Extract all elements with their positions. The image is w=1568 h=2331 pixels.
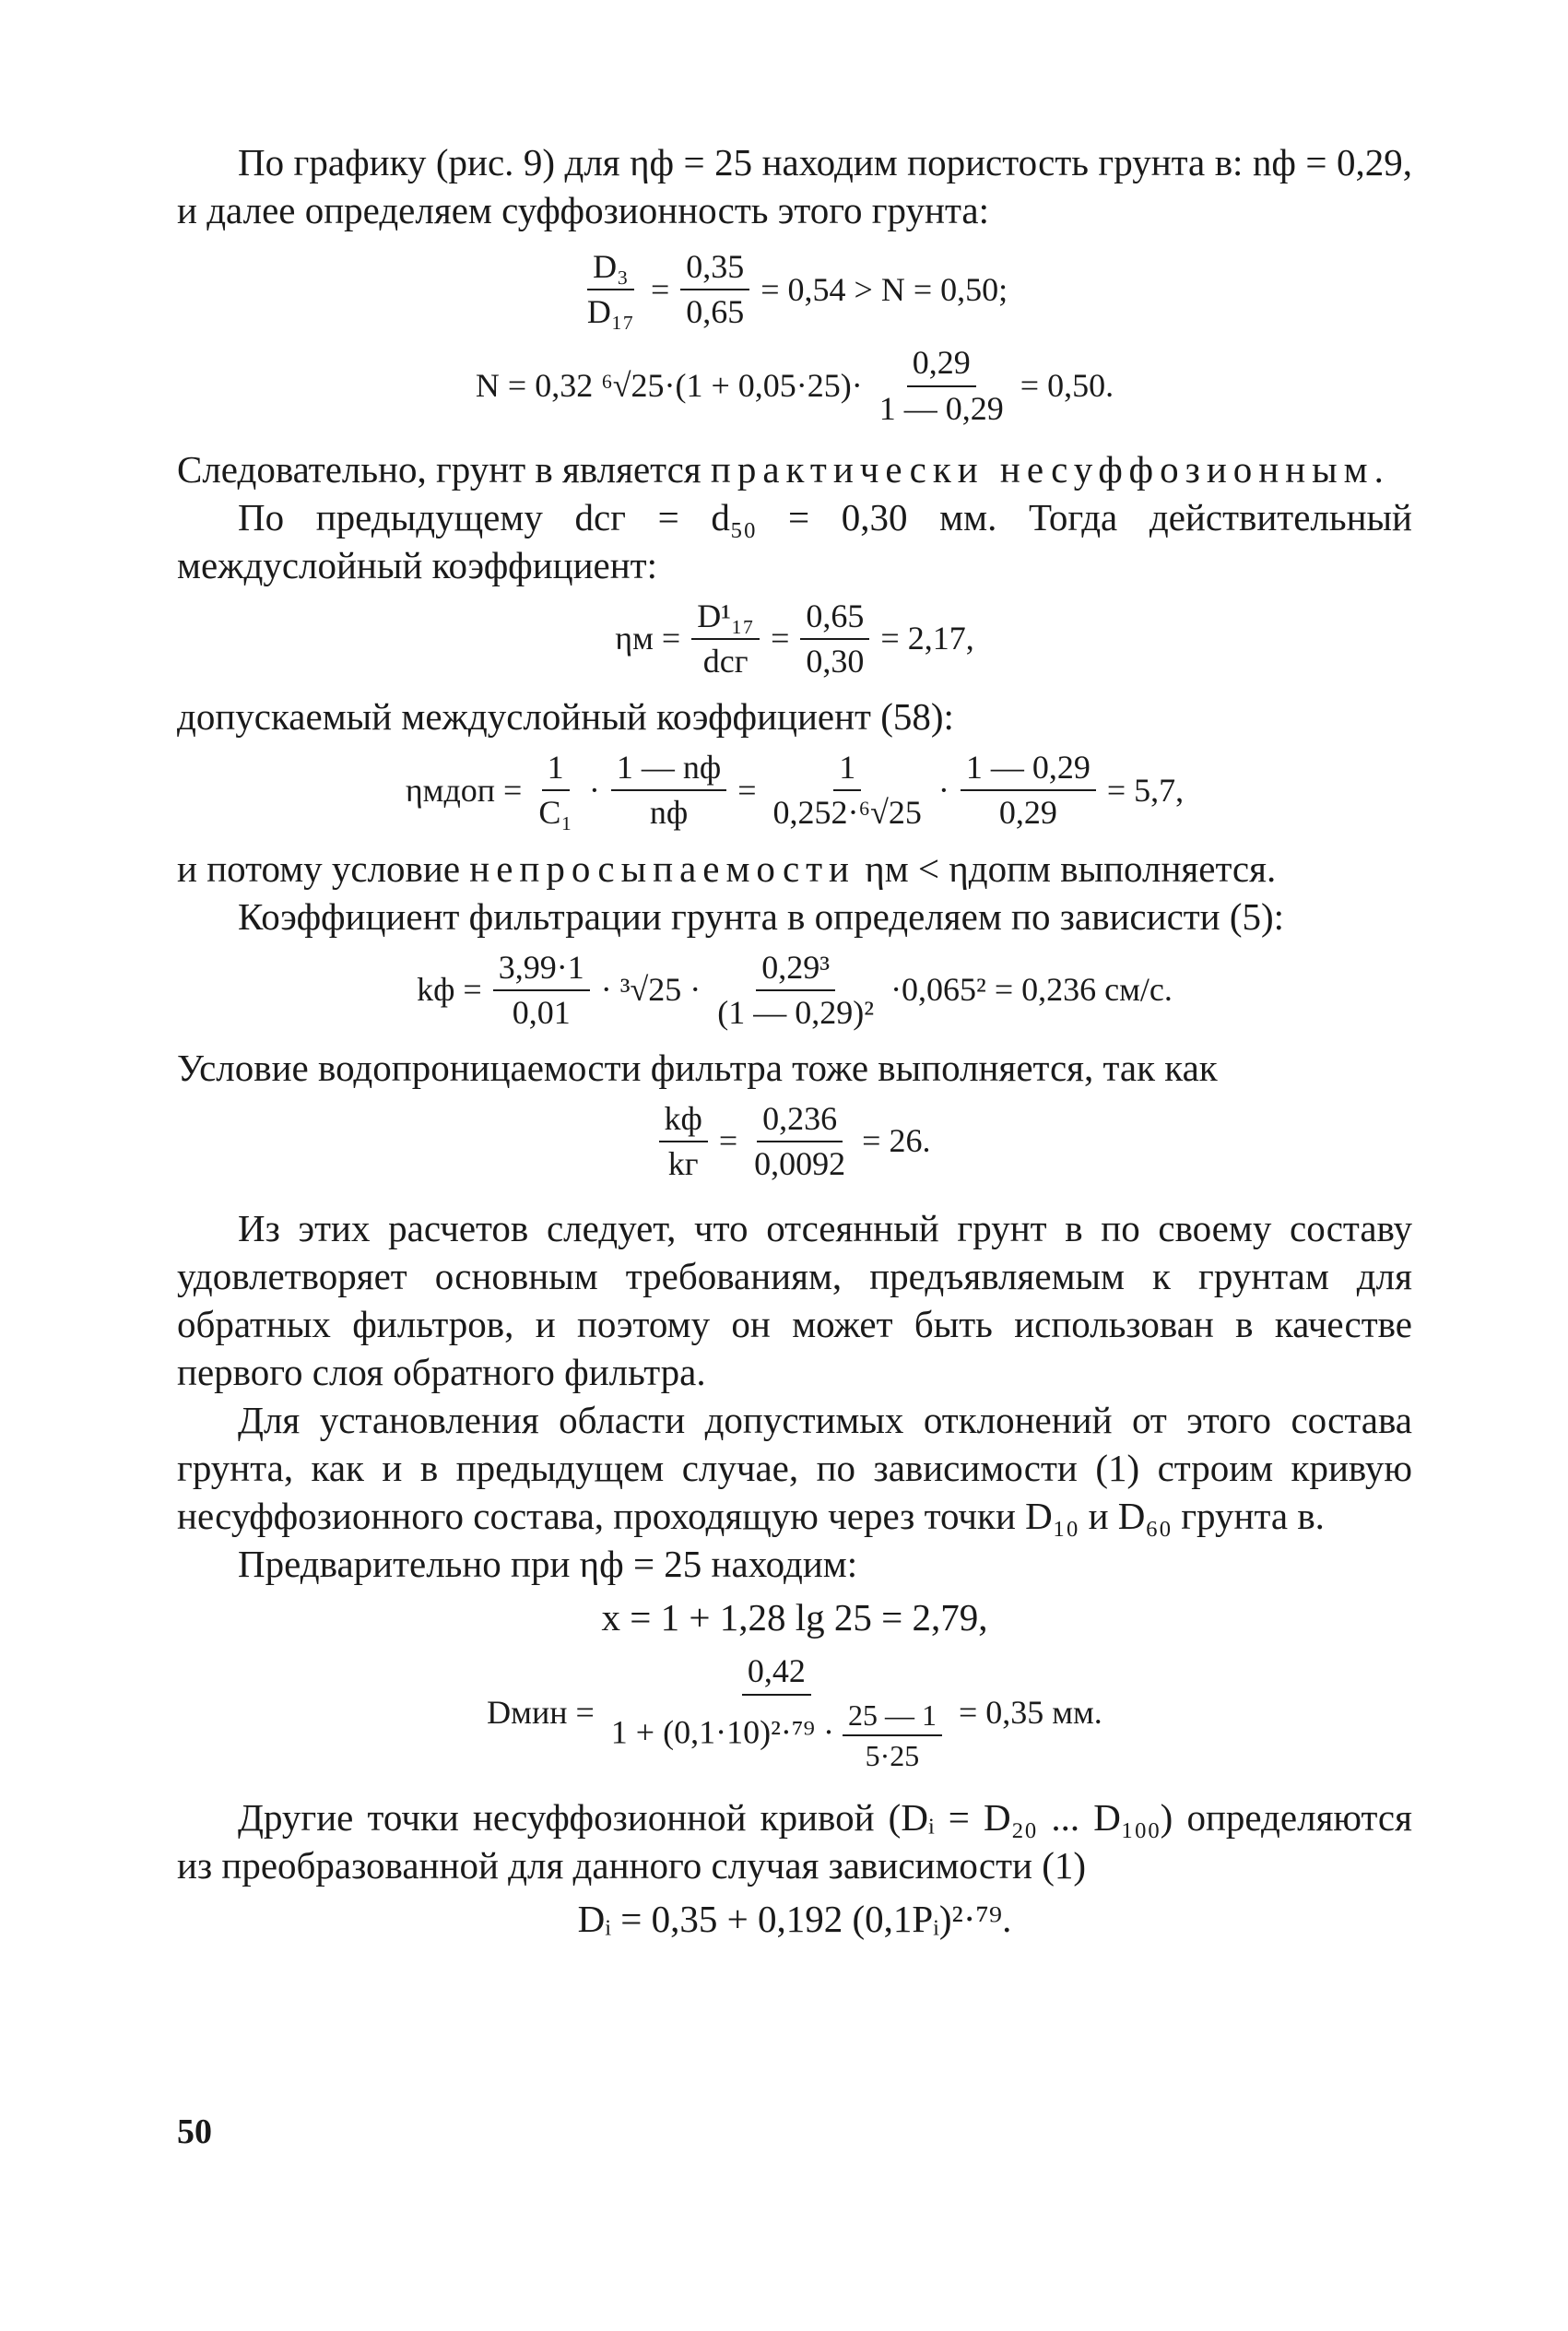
equals-sign: = [771, 620, 790, 657]
equation-eta-allowable [177, 748, 1412, 833]
equals-sign: = [737, 771, 757, 809]
equation-text: Dᵢ = 0,35 + 0,192 (0,1Pᵢ)²·⁷⁹. [577, 1898, 1012, 1941]
paragraph-porosity: По графику (рис. 9) для ηф = 25 находим пористость грунта в: nф = 0,29, и далее определяем суффозионность этого грунта: [177, 141, 1412, 231]
fraction-d3-d17 [582, 247, 640, 332]
multiply-sign: · [588, 771, 600, 809]
equation-lhs: ηм = [615, 620, 681, 657]
paragraph-deviations: Для установления области допустимых отклонений от этого состава грунта, как и в предыдущем случае, по зависимости (1) строим кривую несуффозионного состава, проходящую через точки D₁₀ и D₆₀ грунта в. [177, 1399, 1412, 1538]
paragraph-interlayer: По предыдущему dсг = d₅₀ = 0,30 мм. Тогда действительный междуслойный коэффициент: [177, 495, 1412, 586]
fraction-coefficient [493, 948, 590, 1033]
paragraph-conclusion [177, 445, 1412, 493]
numerator: 1 — nф [611, 748, 726, 791]
equation-eta-m [177, 597, 1412, 681]
equation-ratio-d3-d17 [177, 247, 1412, 332]
equation-di [177, 1897, 1412, 1942]
paragraph-permeability: Условие водопроницаемости фильтра тоже выполняется, так как [177, 1046, 1218, 1089]
fraction-values [749, 1099, 851, 1184]
conclusion-text: Следовательно, грунт в является [177, 447, 701, 491]
denominator: 1 — 0,29 [878, 389, 1004, 427]
denominator: 0,29 [998, 794, 1057, 832]
equation-lhs: kф = [417, 971, 482, 1009]
equation-result: = 5,7, [1106, 771, 1185, 809]
numerator: 0,29 [907, 343, 976, 386]
equation-text: x = 1 + 1,28 lg 25 = 2,79, [601, 1596, 988, 1639]
fraction-values [680, 247, 749, 332]
equation-x [177, 1595, 1412, 1640]
paragraph-preliminary: Предварительно при ηф = 25 находим: [238, 1543, 858, 1586]
numerator: 0,236 [757, 1099, 843, 1142]
equation-n-value [177, 343, 1412, 428]
fraction-root-term [768, 748, 927, 833]
denominator: 0,65 [686, 293, 745, 331]
denominator: kг [667, 1145, 699, 1183]
equation-result: = 2,17, [880, 620, 974, 657]
denominator: nф [649, 794, 689, 832]
denominator: C₁ [538, 794, 572, 832]
numerator: D₃ [587, 247, 634, 290]
paragraph-filtration: Коэффициент фильтрации грунта в определяем по зависисти (5): [238, 894, 1285, 938]
equals-sign: = [650, 270, 670, 308]
equation-result: = 0,54 > N = 0,50; [760, 270, 1008, 308]
denominator: D₁₇ [586, 293, 634, 331]
page-number: 50 [177, 2112, 212, 2151]
denominator: 0,0092 [754, 1145, 846, 1183]
denominator: 0,252·⁶√25 [772, 794, 922, 832]
numerator: 0,65 [800, 597, 869, 640]
numerator: 0,29³ [756, 948, 835, 991]
spaced-emphasis: непросыпаемости [469, 846, 856, 890]
equation-result: ·0,065² = 0,236 см/с. [890, 971, 1173, 1009]
condition-text: и потому условие [177, 846, 461, 890]
equation-k-filtration [177, 948, 1412, 1033]
fraction-1-c1 [533, 748, 578, 833]
denominator: 0,30 [806, 642, 865, 680]
paragraph-calculations: Из этих расчетов следует, что отсеянный грунт в по своему составу удовлетворяет основным требованиям, предъявляемым к грунтам для обратных фильтров, и поэтому он может быть использован в качестве первого слоя обратного фильтра. [177, 1207, 1412, 1394]
fraction-porosity [874, 343, 1009, 428]
numerator: 1 [542, 748, 570, 791]
numerator: 0,42 [742, 1651, 811, 1695]
equals-sign: = [718, 1122, 738, 1160]
numerator: 0,35 [680, 247, 749, 290]
condition-formula: ηм < ηдопм выполняется. [865, 846, 1277, 890]
spaced-emphasis: практически несуффозионным. [710, 447, 1390, 491]
fraction-d-min [606, 1651, 948, 1773]
fraction-inner [843, 1698, 942, 1774]
equation-k-ratio [177, 1099, 1412, 1184]
page-body [177, 138, 1412, 1954]
denominator: (1 — 0,29)² [717, 993, 875, 1031]
paragraph-allowable: допускаемый междуслойный коэффициент (58): [177, 695, 954, 739]
denominator [606, 1696, 948, 1774]
fraction-values [961, 748, 1096, 833]
equation-result: = 0,35 мм. [958, 1693, 1102, 1731]
paragraph-condition [177, 845, 1412, 893]
denominator: 5·25 [865, 1739, 920, 1773]
equation-prefix: N = 0,32 ⁶√25·(1 + 0,05·25)· [475, 366, 863, 404]
equation-result: = 0,50. [1020, 366, 1114, 404]
fraction-d17-dcg [691, 597, 760, 681]
numerator: D¹₁₇ [691, 597, 760, 640]
equation-lhs: ηмдоп = [405, 771, 523, 809]
denominator: 0,01 [512, 993, 571, 1031]
multiply-sign: · [937, 771, 949, 809]
equation-d-min [177, 1651, 1412, 1773]
denominator: dсг [702, 642, 749, 680]
numerator: kф [659, 1099, 708, 1142]
numerator: 1 — 0,29 [961, 748, 1096, 791]
fraction-porosity-term [611, 748, 726, 833]
numerator: 1 [833, 748, 861, 791]
numerator: 25 — 1 [843, 1698, 942, 1736]
equation-result: = 26. [862, 1122, 931, 1160]
numerator: 3,99·1 [493, 948, 590, 991]
paragraph-other-points: Другие точки несуффозионной кривой (Dᵢ = D₂₀ ... D₁₀₀) определяются из преобразованной для данного случая зависимости (1) [177, 1796, 1412, 1887]
denominator-text: 1 + (0,1·10)²·⁷⁹ · [610, 1713, 834, 1751]
fraction-kf-kg [659, 1099, 708, 1184]
root-term: · ³√25 · [600, 971, 701, 1009]
equation-lhs: Dмин = [487, 1693, 595, 1731]
fraction-values [800, 597, 869, 681]
fraction-porosity-cubed [712, 948, 879, 1033]
